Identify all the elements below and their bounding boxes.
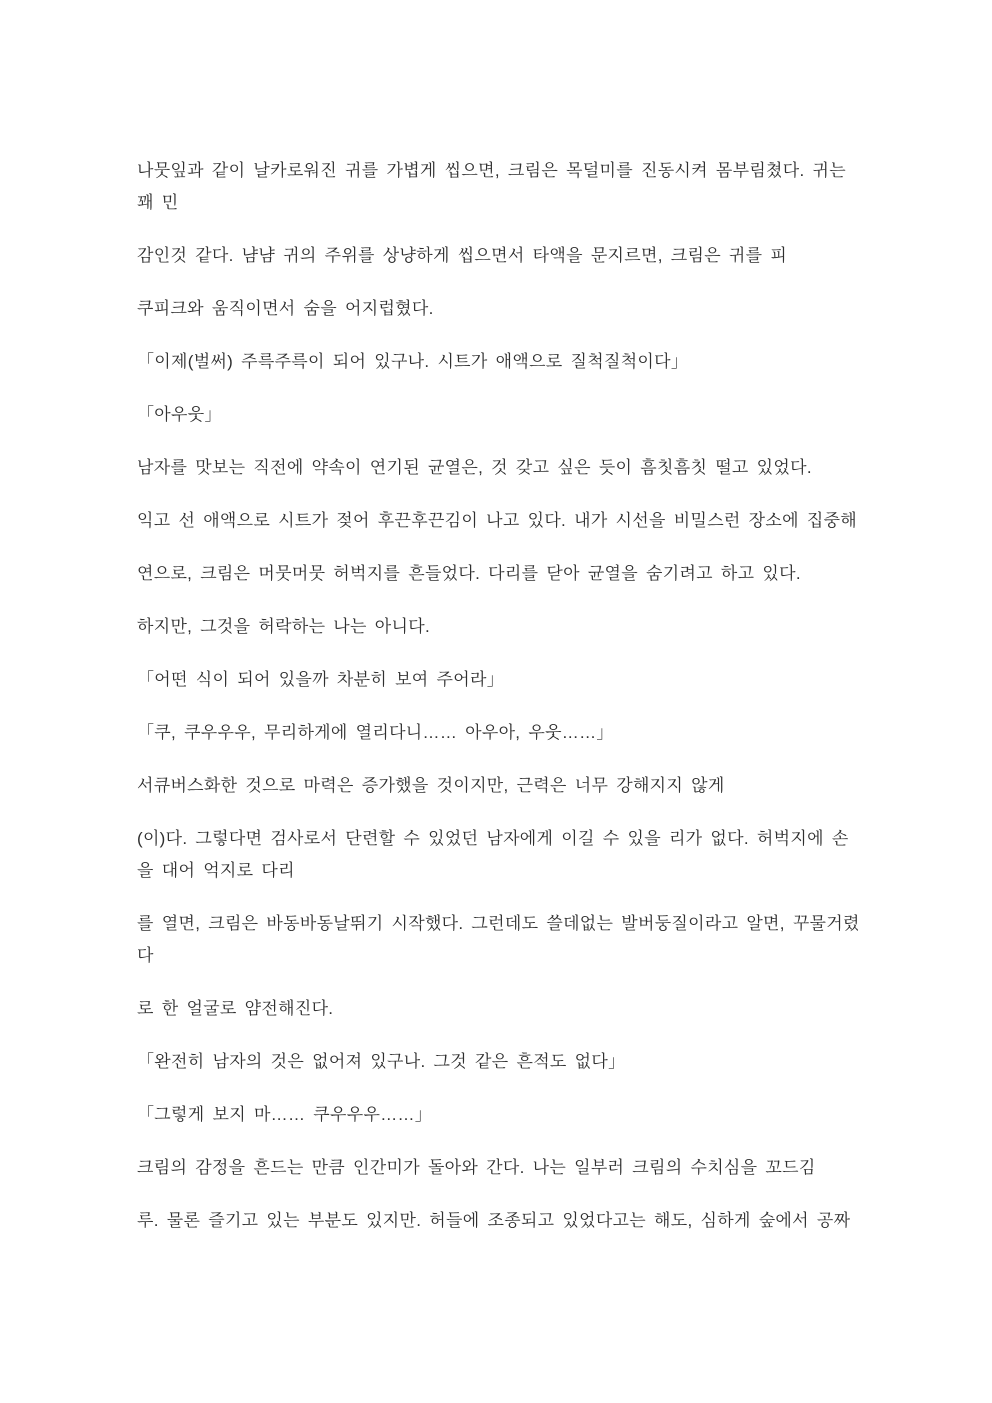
- paragraph: [137, 717, 877, 749]
- paragraph: [137, 293, 877, 325]
- text-line: 을 대어 억지로 다리: [137, 861, 295, 880]
- text-line: 「어떤 식이 되어 있을까 차분히 보여 주어라」: [137, 670, 505, 689]
- text-line: 「완전히 남자의 것은 없어져 있구나. 그것 같은 흔적도 없다」: [137, 1052, 626, 1071]
- text-line: 「쿠, 쿠우우우, 무리하게에 열리다니…… 아우아, 우웃……」: [137, 723, 614, 742]
- text-line: 다: [137, 946, 154, 965]
- paragraph: [137, 155, 877, 219]
- paragraph: [137, 558, 877, 590]
- paragraph: [137, 240, 877, 272]
- paragraph: [137, 1152, 877, 1184]
- text-line: 꽤 민: [137, 193, 179, 212]
- text-line: 루. 물론 즐기고 있는 부분도 있지만. 허들에 조종되고 있었다고는 해도, 심하게 숲에서 공짜: [137, 1211, 851, 1230]
- text-line: 감인것 같다. 냠냠 귀의 주위를 상냥하게 씹으면서 타액을 문지르면, 크림은 귀를 피: [137, 246, 788, 265]
- text-line: 「이제(벌써) 주륵주륵이 되어 있구나. 시트가 애액으로 질척질척이다」: [137, 352, 689, 371]
- document-body: [137, 155, 877, 1258]
- text-line: 「그렇게 보지 마…… 쿠우우우……」: [137, 1105, 433, 1124]
- paragraph: [137, 908, 877, 972]
- text-line: 연으로, 크림은 머뭇머뭇 허벅지를 흔들었다. 다리를 닫아 균열을 숨기려고 하고 있다.: [137, 564, 801, 583]
- text-line: 남자를 맛보는 직전에 약속이 연기된 균열은, 것 갖고 싶은 듯이 흠칫흠칫 떨고 있었다.: [137, 458, 812, 477]
- text-line: 하지만, 그것을 허락하는 나는 아니다.: [137, 617, 430, 636]
- text-line: 「아우웃」: [137, 405, 222, 424]
- paragraph: [137, 346, 877, 378]
- paragraph: [137, 505, 877, 537]
- text-line: 서큐버스화한 것으로 마력은 증가했을 것이지만, 근력은 너무 강해지지 않게: [137, 776, 725, 795]
- text-line: 크림의 감정을 흔드는 만큼 인간미가 돌아와 간다. 나는 일부러 크림의 수치심을 꼬드김: [137, 1158, 816, 1177]
- text-line: (이)다. 그렇다면 검사로서 단련할 수 있었던 남자에게 이길 수 있을 리가 없다. 허벅지에 손: [137, 829, 849, 848]
- paragraph: [137, 1099, 877, 1131]
- text-line: 쿠피크와 움직이면서 숨을 어지럽혔다.: [137, 299, 434, 318]
- paragraph: [137, 823, 877, 887]
- text-line: 익고 선 애액으로 시트가 젖어 후끈후끈김이 나고 있다. 내가 시선을 비밀스런 장소에 집중해: [137, 511, 858, 530]
- paragraph: [137, 1046, 877, 1078]
- paragraph: [137, 611, 877, 643]
- paragraph: [137, 1205, 877, 1237]
- text-line: 로 한 얼굴로 얌전해진다.: [137, 999, 334, 1018]
- paragraph: [137, 399, 877, 431]
- paragraph: [137, 993, 877, 1025]
- paragraph: [137, 664, 877, 696]
- text-line: 를 열면, 크림은 바동바동날뛰기 시작했다. 그런데도 쓸데없는 발버둥질이라고 알면, 꾸물거렸: [137, 914, 860, 933]
- paragraph: [137, 770, 877, 802]
- text-line: 나뭇잎과 같이 날카로워진 귀를 가볍게 씹으면, 크림은 목덜미를 진동시켜 몸부림쳤다. 귀는: [137, 161, 846, 180]
- paragraph: [137, 452, 877, 484]
